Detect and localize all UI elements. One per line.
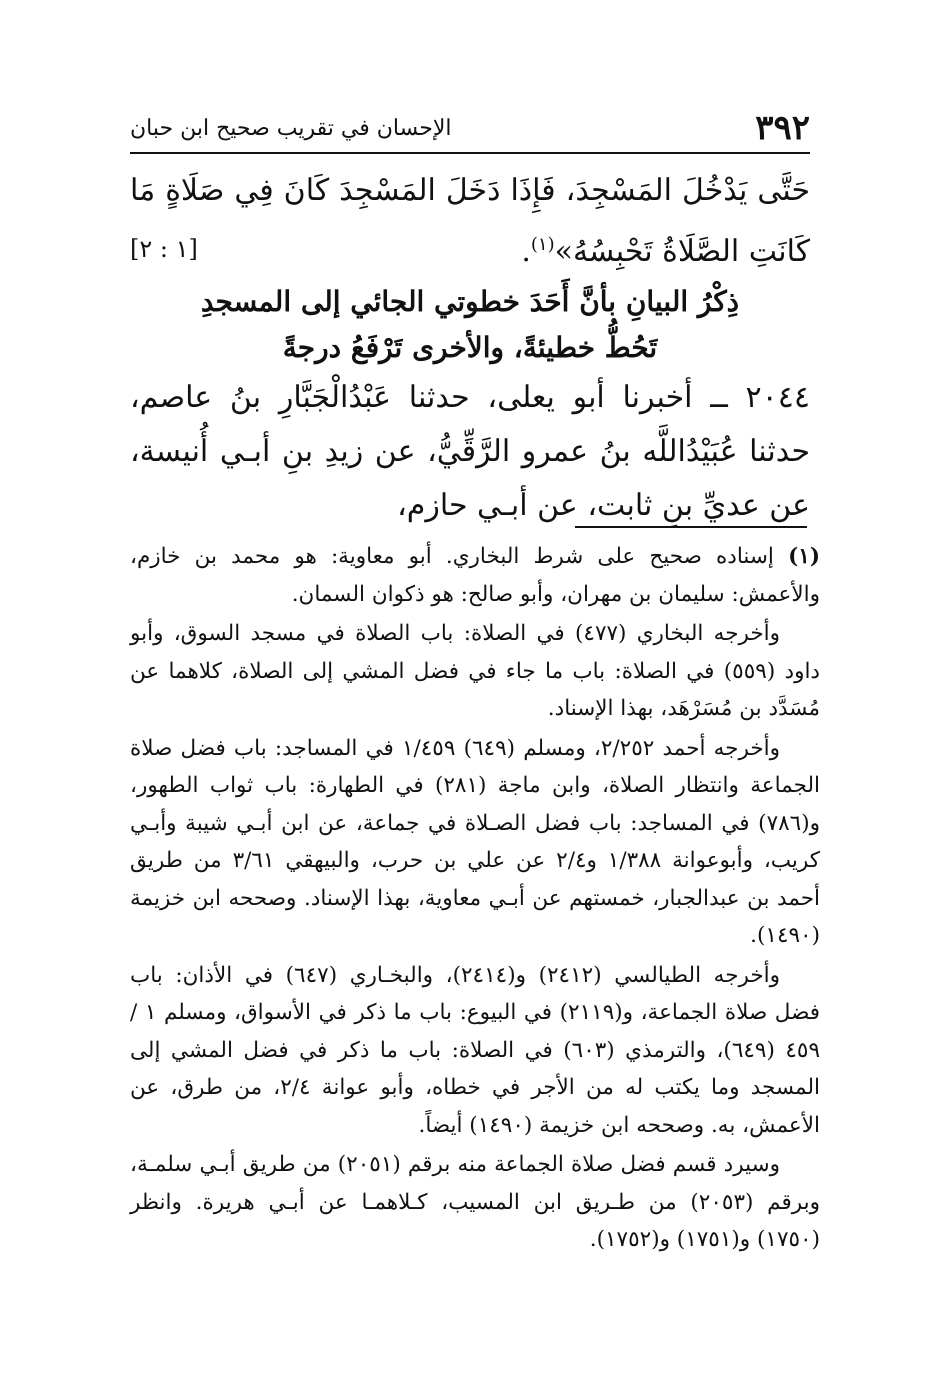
continuation-end: .	[521, 234, 531, 269]
reference-tag: [١ : ٢]	[130, 235, 198, 263]
chapter-heading-line-1: ذِكْرُ البيانِ بأنَّ أَحَدَ خطوتي الجائي إلى المسجدِ	[200, 285, 740, 318]
footnote-rule	[575, 526, 807, 528]
footnote-number: (١)	[788, 544, 821, 569]
continuation-text: حَتَّى يَدْخُلَ المَسْجِدَ، فَإِذَا دَخَلَ المَسْجِدَ كَانَ فِي صَلَاةٍ مَا كَانَتِ الصَّلَاةُ تَحْبِسُهُ»	[130, 173, 810, 269]
running-title: الإحسان في تقريب صحيح ابن حبان	[130, 116, 452, 141]
hadith-continuation	[130, 164, 810, 279]
page-number: ٣٩٢	[755, 108, 810, 148]
footnote-text-4: وأخرجه الطيالسي (٢٤١٢) و(٢٤١٤)، والبخـاري (٦٤٧) في الأذان: باب فضل صلاة الجماعة، و(٢١١٩) في البيوع: باب ما ذكر في الأسواق، ومسلم ١ / ٤٥٩ (٦٤٩)، والترمذي (٦٠٣) في الصلاة: باب ما ذكر في فضل المشي إلى المسجد وما يكتب له من الأجر في خطاه، وأبو عوانة ٢/٤، من طرق، عن الأعمش، به. وصححه ابن خزيمة (١٤٩٠) أيضاً.	[130, 962, 820, 1138]
footnotes	[130, 538, 820, 1261]
hadith-text: ٢٠٤٤ ــ أخبرنا أبو يعلى، حدثنا عَبْدُالْجَبَّارِ بنُ عاصم، حدثنا عُبَيْدُاللَّه بنُ عمرو الرَّقِّيُّ، عن زيدِ بنِ أبـي أُنيسة، عن عديِّ بنِ ثابت، عن أبـي حازم،	[130, 380, 810, 523]
footnote-text-3: وأخرجه أحمد ٢/٢٥٢، ومسلم (٦٤٩) ١/٤٥٩ في المساجد: باب فضل صلاة الجماعة وانتظار الصلاة، وابن ماجة (٢٨١) في الطهارة: باب ثواب الطهور، و(٧٨٦) في المساجد: باب فضل الصـلاة في جماعة، عن ابن أبـي شيبة وأبـي كريب، وأبوعوانة ١/٣٨٨ و٢/٤ عن علي بن حرب، والبيهقي ٣/٦١ من طريق أحمد بن عبدالجبار، خمستهم عن أبـي معاوية، بهذا الإسناد. وصححه ابن خزيمة (١٤٩٠).	[130, 735, 821, 948]
footnote-marker: (١)	[530, 234, 555, 255]
page-header	[130, 108, 810, 154]
main-text	[130, 164, 810, 533]
footnote-text-5: وسيرد قسم فضل صلاة الجماعة منه برقم (٢٠٥١) من طريق أبـي سلمـة، وبرقم (٢٠٥٣) من طـريق ابن المسيب، كـلاهمـا عن أبـي هريرة. وانظر (١٧٥٠) و(١٧٥١) و(١٧٥٢).	[130, 1152, 820, 1252]
footnote-text-1: إسناده صحيح على شرط البخاري. أبو معاوية: هو محمد بن خازم، والأعمش: سليمان بن مهران، وأبو صالح: هو ذكوان السمان.	[130, 544, 820, 607]
header-rule	[130, 152, 810, 154]
footnote-text-2: وأخرجه البخاري (٤٧٧) في الصلاة: باب الصلاة في مسجد السوق، وأبو داود (٥٥٩) في الصلاة: باب ما جاء في فضل المشي إلى الصلاة، كلاهما عن مُسَدَّد بن مُسَرْهَد، بهذا الإسناد.	[130, 621, 821, 721]
footnote-paragraph	[130, 538, 820, 613]
chapter-heading-line-2: تَحُطُّ خطيئةً، والأخرى تَرْفَعُ درجةً	[282, 331, 658, 364]
